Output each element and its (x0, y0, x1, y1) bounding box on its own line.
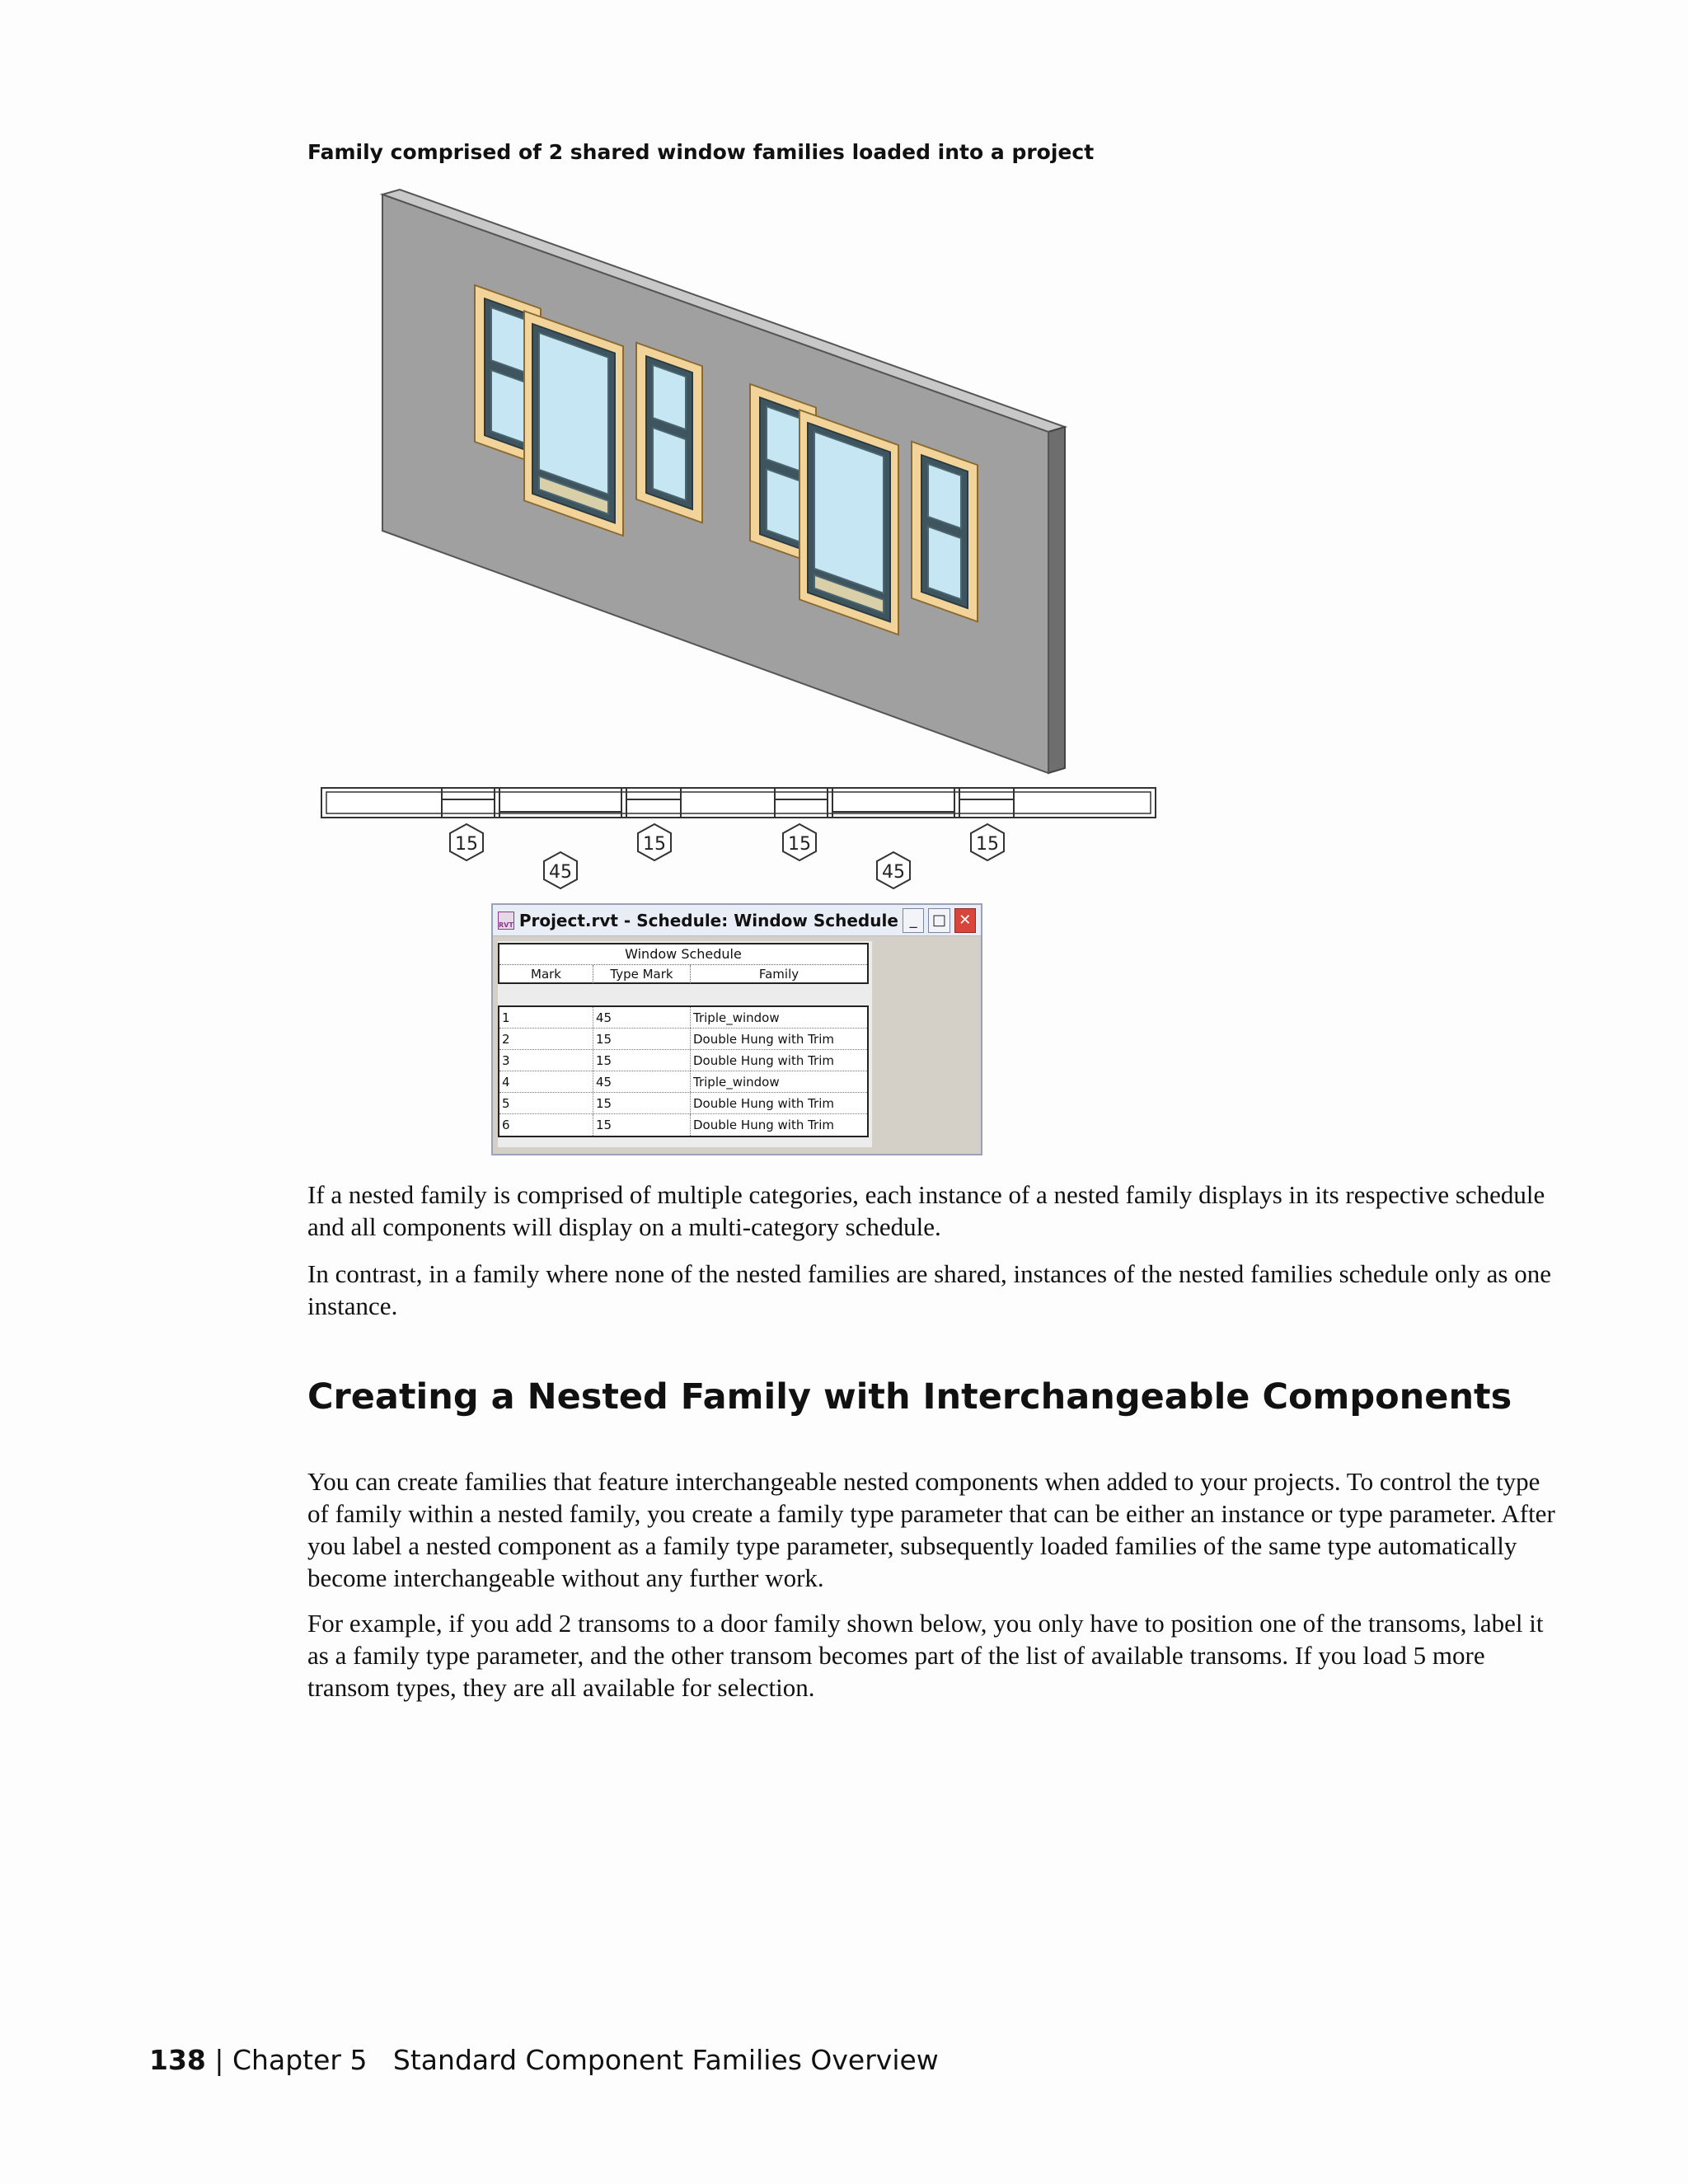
cell-mark: 3 (499, 1050, 593, 1071)
table-row[interactable] (499, 1050, 867, 1071)
maximize-button[interactable]: □ (928, 908, 950, 933)
wall-side-face (1048, 427, 1065, 773)
window-tag (450, 824, 483, 860)
cell-family: Triple_window (693, 1010, 780, 1025)
schedule-title: Window Schedule (499, 944, 867, 965)
cell-mark: 1 (499, 1007, 593, 1028)
cell-family: Double Hung with Trim (693, 1118, 834, 1132)
footer-separator: | (214, 2044, 224, 2076)
cell-type-mark: 15 (593, 1093, 691, 1113)
table-row[interactable] (499, 1007, 867, 1029)
window-tag (638, 824, 671, 860)
schedule-header (498, 943, 869, 984)
figure-caption: Family comprised of 2 shared window families loaded into a project (307, 140, 1095, 164)
section-heading: Creating a Nested Family with Interchangeable Components (307, 1376, 1512, 1418)
page-footer (149, 2044, 939, 2076)
column-header-family: Family (758, 967, 799, 982)
page-number: 138 (149, 2044, 206, 2076)
schedule-titlebar[interactable] (493, 905, 981, 936)
cell-mark: 6 (499, 1114, 593, 1136)
schedule-table (498, 1005, 869, 1137)
cell-type-mark: 15 (593, 1114, 691, 1136)
window-tag (877, 852, 910, 888)
column-header-type-mark: Type Mark (593, 965, 691, 983)
cell-mark: 2 (499, 1029, 593, 1049)
svg-text:15: 15 (643, 834, 666, 855)
schedule-window (491, 903, 982, 1155)
svg-text:45: 45 (549, 862, 572, 883)
close-button[interactable]: ✕ (954, 908, 976, 933)
cell-family: Double Hung with Trim (693, 1096, 834, 1111)
cell-family: Triple_window (693, 1075, 780, 1090)
table-row[interactable] (499, 1029, 867, 1050)
cell-mark: 5 (499, 1093, 593, 1113)
paragraph: You can create families that feature interchangeable nested components when added to your projects. To control the type of family within a nested family, you create a family type parameter that can be either an instance or type parameter. After you label a nested component as a family type parameter, subsequently loaded families of the same type automatically become interchangeable without any further work. (307, 1467, 1555, 1592)
schedule-view (498, 941, 872, 1147)
wall-plan-view (321, 788, 1156, 818)
cell-type-mark: 15 (593, 1029, 691, 1049)
footer-chapter: Chapter 5 (232, 2044, 368, 2076)
footer-chapter-title: Standard Component Families Overview (392, 2044, 939, 2076)
window-tag (544, 852, 577, 888)
minimize-button[interactable]: _ (903, 908, 924, 933)
svg-text:15: 15 (455, 834, 478, 855)
column-header-mark: Mark (499, 965, 593, 983)
figure (305, 181, 1179, 1162)
svg-text:15: 15 (976, 834, 999, 855)
window-tag (783, 824, 816, 860)
cell-mark: 4 (499, 1071, 593, 1092)
table-row[interactable] (499, 1071, 867, 1093)
window-tag (971, 824, 1004, 860)
cell-type-mark: 15 (593, 1050, 691, 1071)
revit-app-icon: RVT (498, 912, 514, 930)
svg-text:45: 45 (882, 862, 905, 883)
svg-text:15: 15 (788, 834, 811, 855)
cell-type-mark: 45 (593, 1071, 691, 1092)
cell-family: Double Hung with Trim (693, 1032, 834, 1047)
table-row[interactable] (499, 1114, 867, 1136)
paragraph: If a nested family is comprised of multiple categories, each instance of a nested family displays in its respective schedule and all components will display on a multi-category schedule. (307, 1180, 1545, 1241)
paragraph: In contrast, in a family where none of the nested families are shared, instances of the nested families schedule only as one instance. (307, 1259, 1552, 1320)
cell-family: Double Hung with Trim (693, 1053, 834, 1068)
cell-type-mark: 45 (593, 1007, 691, 1028)
paragraph: For example, if you add 2 transoms to a door family shown below, you only have to position one of the transoms, label it as a family type parameter, and the other transom becomes part of the list of available transoms. If you load 5 more transom types, they are all available for selection. (307, 1609, 1544, 1702)
table-row[interactable] (499, 1093, 867, 1114)
schedule-column-headers (499, 965, 867, 983)
schedule-window-title: Project.rvt - Schedule: Window Schedule (518, 910, 898, 930)
